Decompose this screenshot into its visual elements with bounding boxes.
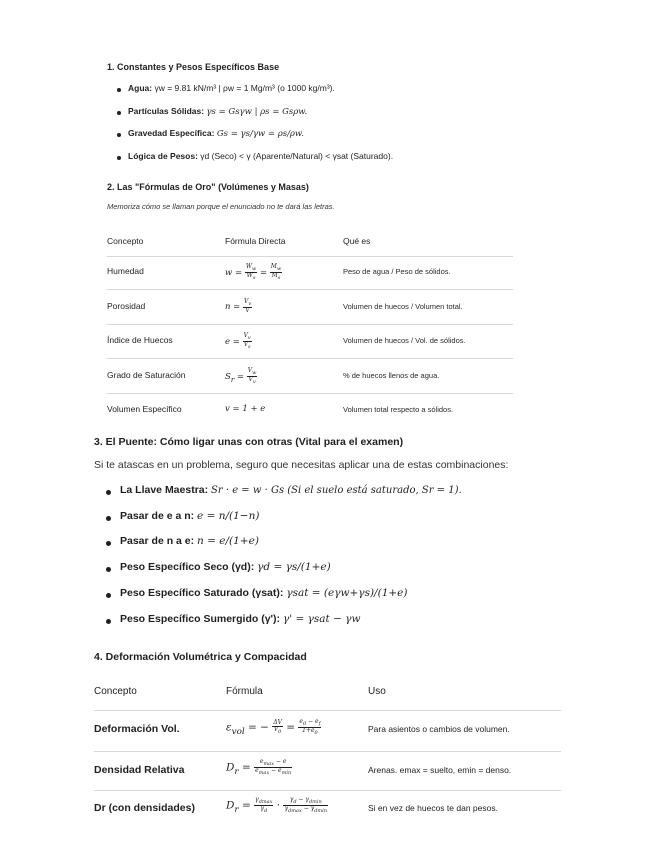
section-2-note: Memoriza cómo se llaman porque el enunciado no te dará las letras.: [107, 202, 335, 211]
table2-row1-concepto: Deformación Vol.: [94, 723, 180, 735]
table1-rule: [107, 324, 513, 325]
s3-b1-label: La Llave Maestra:: [120, 484, 209, 496]
table1-row1-concepto: Humedad: [107, 266, 144, 276]
table1-row2-concepto: Porosidad: [107, 301, 146, 311]
table2-rule: [94, 751, 561, 752]
s3-b5-value: γsat = (eγw+γs)/(1+e): [286, 587, 408, 599]
s3-b6-label: Peso Específico Sumergido (γ'):: [120, 613, 281, 625]
bullet-icon: [106, 567, 111, 572]
s1-particulas: [128, 106, 307, 117]
table1-row4-formula: $S_r$ = $\frac{V_w}{V_v}$: [225, 367, 257, 386]
s3-b2-label: Pasar de e a n:: [120, 510, 195, 522]
bullet-icon: [117, 156, 121, 160]
s1-agua-value: γw = 9.81 kN/m³ | ρw = 1 Mg/m³ (o 1000 kg/m³).: [154, 83, 335, 93]
s1-agua: [128, 83, 335, 93]
table2-row2-formula: $D_r$ = $\frac{e_{max} - e}{e_{max} - e_{min}}$: [226, 758, 292, 777]
table1-rule: [107, 289, 513, 290]
table1-row4-concepto: Grado de Saturación: [107, 370, 186, 380]
table2-row3-uso: Si en vez de huecos te dan pesos.: [368, 803, 498, 813]
bullet-icon: [106, 593, 111, 598]
table1-row2-que: Volumen de huecos / Volumen total.: [343, 302, 463, 311]
table2-row3-formula: $D_r$ = $\frac{\gamma_{dmax}}{\gamma_d}$ · $\frac{\gamma_d - \gamma_{dmin}}{\gamma_{dmax} - \gamma_{dmin}}$: [226, 796, 327, 815]
table2-row3-concepto: Dr (con densidades): [94, 802, 195, 814]
table1-header-formula: Fórmula Directa: [225, 236, 286, 246]
s3-peso-sumergido: [120, 613, 360, 625]
s1-particulas-value: γs = Gsγw | ρs = Gsρw.: [206, 107, 308, 117]
table2-row1-uso: Para asientos o cambios de volumen.: [368, 724, 510, 734]
s3-b2-value: e = n/(1−n): [197, 510, 260, 522]
table1-row2-formula: n = $\frac{V_v}{V}$: [225, 298, 252, 315]
table1-rule: [107, 358, 513, 359]
bullet-icon: [117, 133, 121, 137]
section-4-title: 4. Deformación Volumétrica y Compacidad: [94, 651, 307, 663]
table1-row3-que: Volumen de huecos / Vol. de sólidos.: [343, 336, 466, 345]
table2-header-formula: Fórmula: [226, 686, 263, 697]
section-1-title: 1. Constantes y Pesos Específicos Base: [107, 62, 280, 72]
table1-header-que: Qué es: [343, 236, 371, 246]
s1-agua-label: Agua:: [128, 83, 153, 93]
table1-row3-concepto: Índice de Huecos: [107, 335, 173, 345]
table1-rule: [107, 393, 513, 394]
table1-row1-que: Peso de agua / Peso de sólidos.: [343, 267, 451, 276]
s1-gravedad-value: Gs = γs/γw = ρs/ρw.: [216, 129, 304, 139]
s3-peso-seco: [120, 561, 331, 573]
s3-e-a-n: [120, 510, 259, 522]
table1-row3-formula: e = $\frac{V_v}{V_s}$: [225, 332, 251, 351]
bullet-icon: [106, 490, 111, 495]
section-3-title: 3. El Puente: Cómo ligar unas con otras (Vital para el examen): [94, 436, 404, 448]
s3-peso-saturado: [120, 587, 407, 599]
s3-b3-label: Pasar de n a e:: [120, 535, 195, 547]
table2-row1-formula: $\varepsilon_{vol}$ = − $\frac{\Delta V}{V_0}$ = $\frac{e_0 - e_f}{1+e_0}$: [226, 718, 321, 737]
s1-gravedad: [128, 128, 304, 139]
bullet-icon: [106, 541, 111, 546]
s3-llave-maestra: [120, 484, 462, 496]
table1-header-rule: [107, 256, 513, 257]
table2-rule: [94, 790, 561, 791]
table2-header-uso: Uso: [368, 686, 386, 697]
table1-header-concepto: Concepto: [107, 236, 144, 246]
table2-header-rule: [94, 710, 561, 711]
s3-b3-value: n = e/(1+e): [197, 535, 259, 547]
bullet-icon: [117, 88, 121, 92]
s3-b4-label: Peso Específico Seco (γd):: [120, 561, 255, 573]
table1-row1-formula: w = $\frac{W_w}{W_s}$ = $\frac{M_w}{M_s}$: [225, 263, 282, 282]
table2-row2-concepto: Densidad Relativa: [94, 764, 185, 776]
table1-row5-concepto: Volumen Específico: [107, 404, 182, 414]
bullet-icon: [117, 111, 121, 115]
table1-row4-que: % de huecos llenos de agua.: [343, 371, 440, 380]
s3-n-a-e: [120, 535, 259, 547]
bullet-icon: [106, 619, 111, 624]
s1-logica-value: γd (Seco) < γ (Aparente/Natural) < γsat (Saturado).: [200, 151, 394, 161]
s1-logica: [128, 151, 393, 161]
table1-row5-formula: v = 1 + e: [225, 404, 266, 414]
bullet-icon: [106, 516, 111, 521]
section-3-intro: Si te atascas en un problema, seguro que necesitas aplicar una de estas combinaciones:: [94, 459, 509, 471]
s3-b1-value: Sr · e = w · Gs (Si el suelo está saturado, Sr = 1).: [211, 485, 462, 496]
s3-b5-label: Peso Específico Saturado (γsat):: [120, 587, 284, 599]
table2-row2-uso: Arenas. emax = suelto, emin = denso.: [368, 765, 512, 775]
table2-header-concepto: Concepto: [94, 686, 137, 697]
s3-b6-value: γ' = γsat − γw: [282, 613, 361, 625]
s1-logica-label: Lógica de Pesos:: [128, 151, 198, 161]
s1-particulas-label: Partículas Sólidas:: [128, 106, 205, 116]
table1-row5-que: Volumen total respecto a sólidos.: [343, 405, 454, 414]
s3-b4-value: γd = γs/(1+e): [257, 561, 331, 573]
section-2-title: 2. Las "Fórmulas de Oro" (Volúmenes y Masas): [107, 182, 309, 192]
s1-gravedad-label: Gravedad Específica:: [128, 128, 215, 138]
